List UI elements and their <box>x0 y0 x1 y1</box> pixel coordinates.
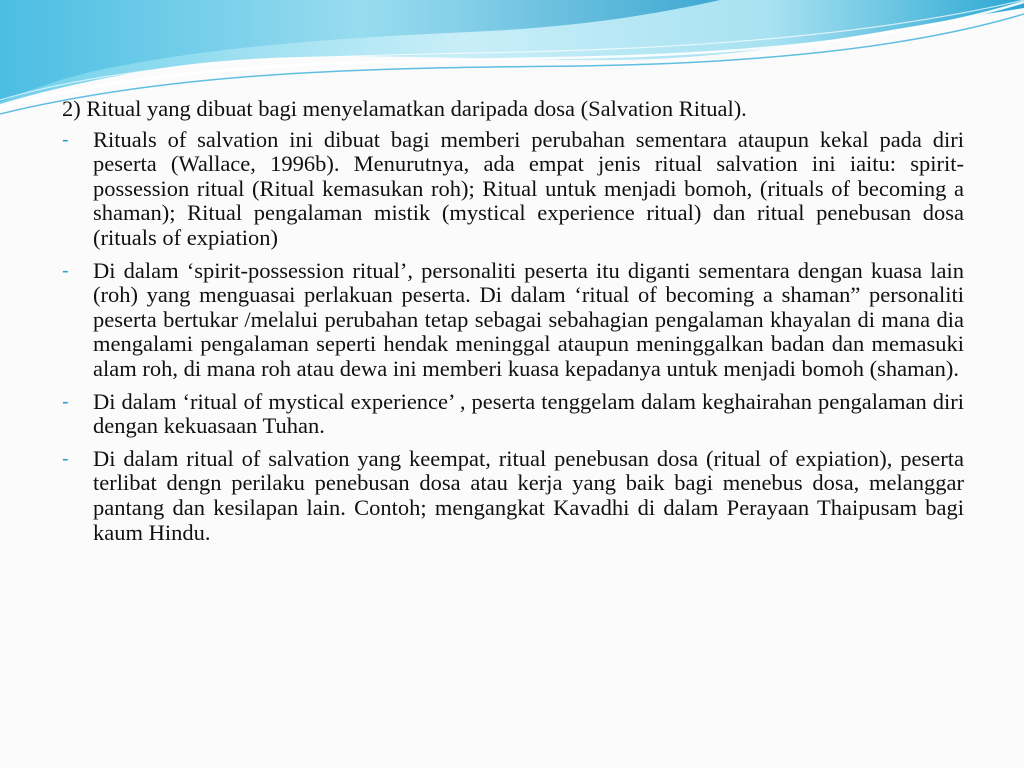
bullet-dash-icon: - <box>62 447 69 470</box>
bullet-text: Di dalam ‘ritual of mystical experience’ , peserta tenggelam dalam keghairahan pengalaman diri dengan kekuasaan Tuhan. <box>93 388 964 439</box>
list-item <box>62 390 964 439</box>
bullet-text: Rituals of salvation ini dibuat bagi memberi perubahan sementara ataupun kekal pada diri peserta (Wallace, 1996b). Menurutnya, ada empat jenis ritual salvation ini iaitu: spirit-possession ritual (Ritual kemasukan roh); Ritual untuk menjadi bomoh, (rituals of becoming a shaman); Ritual pengalaman mistik (mystical experience ritual) dan ritual penebusan dosa (rituals of expiation) <box>93 126 964 250</box>
slide-heading: 2) Ritual yang dibuat bagi menyelamatkan daripada dosa (Salvation Ritual). <box>62 96 747 121</box>
list-item <box>62 447 964 545</box>
list-item <box>62 128 964 251</box>
bullet-list <box>62 128 964 546</box>
bullet-dash-icon: - <box>62 390 69 413</box>
bullet-text: Di dalam ritual of salvation yang keempat, ritual penebusan dosa (ritual of expiation), peserta terlibat dengn perilaku penebusan dosa atau kerja yang baik bagi menebus dosa, melanggar pantang dan kesilapan lain. Contoh; mengangkat Kavadhi di dalam Perayaan Thaipusam bagi kaum Hindu. <box>93 445 964 545</box>
bullet-dash-icon: - <box>62 128 69 151</box>
list-item <box>62 259 964 382</box>
bullet-text: Di dalam ‘spirit-possession ritual’, personaliti peserta itu diganti sementara dengan kuasa lain (roh) yang menguasai perlakuan peserta. Di dalam ‘ritual of becoming a shaman” personaliti peserta bertukar /melalui perubahan tetap sebagai sebahagian pengalaman khayalan di mana dia mengalami pengalaman seperti hendak meninggal ataupun meninggalkan badan dan memasuki alam roh, di mana roh atau dewa ini memberi kuasa kepadanya untuk menjadi bomoh (shaman). <box>93 257 964 381</box>
bullet-dash-icon: - <box>62 259 69 282</box>
slide-content <box>62 97 964 553</box>
